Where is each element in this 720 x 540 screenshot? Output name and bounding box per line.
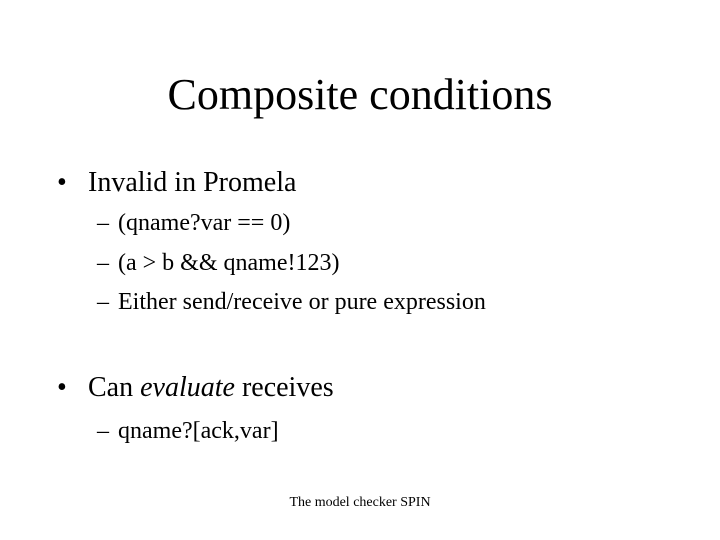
bullet-text-post: receives bbox=[234, 372, 334, 403]
bullet-text: Invalid in Promela bbox=[88, 167, 297, 198]
slide-footer: The model checker SPIN bbox=[289, 495, 431, 510]
sub-marker: – bbox=[97, 289, 109, 315]
bullet-marker: • bbox=[57, 167, 67, 198]
bullet-item bbox=[57, 165, 296, 201]
sub-marker: – bbox=[97, 418, 109, 444]
sub-text: (a > b && qname!123) bbox=[118, 250, 340, 276]
sub-marker: – bbox=[97, 210, 109, 236]
sub-item bbox=[97, 248, 339, 278]
sub-item bbox=[97, 287, 486, 317]
bullet-text-emphasis: evaluate bbox=[140, 372, 235, 403]
bullet-marker: • bbox=[57, 372, 67, 403]
bullet-text-pre: Can bbox=[88, 372, 141, 403]
sub-marker: – bbox=[97, 250, 109, 276]
sub-item bbox=[97, 208, 290, 238]
sub-item bbox=[97, 416, 279, 446]
sub-text: qname?[ack,var] bbox=[118, 418, 279, 444]
sub-text: (qname?var == 0) bbox=[118, 210, 291, 236]
sub-text: Either send/receive or pure expression bbox=[118, 289, 486, 315]
bullet-item bbox=[57, 370, 334, 406]
slide-title: Composite conditions bbox=[167, 70, 553, 119]
